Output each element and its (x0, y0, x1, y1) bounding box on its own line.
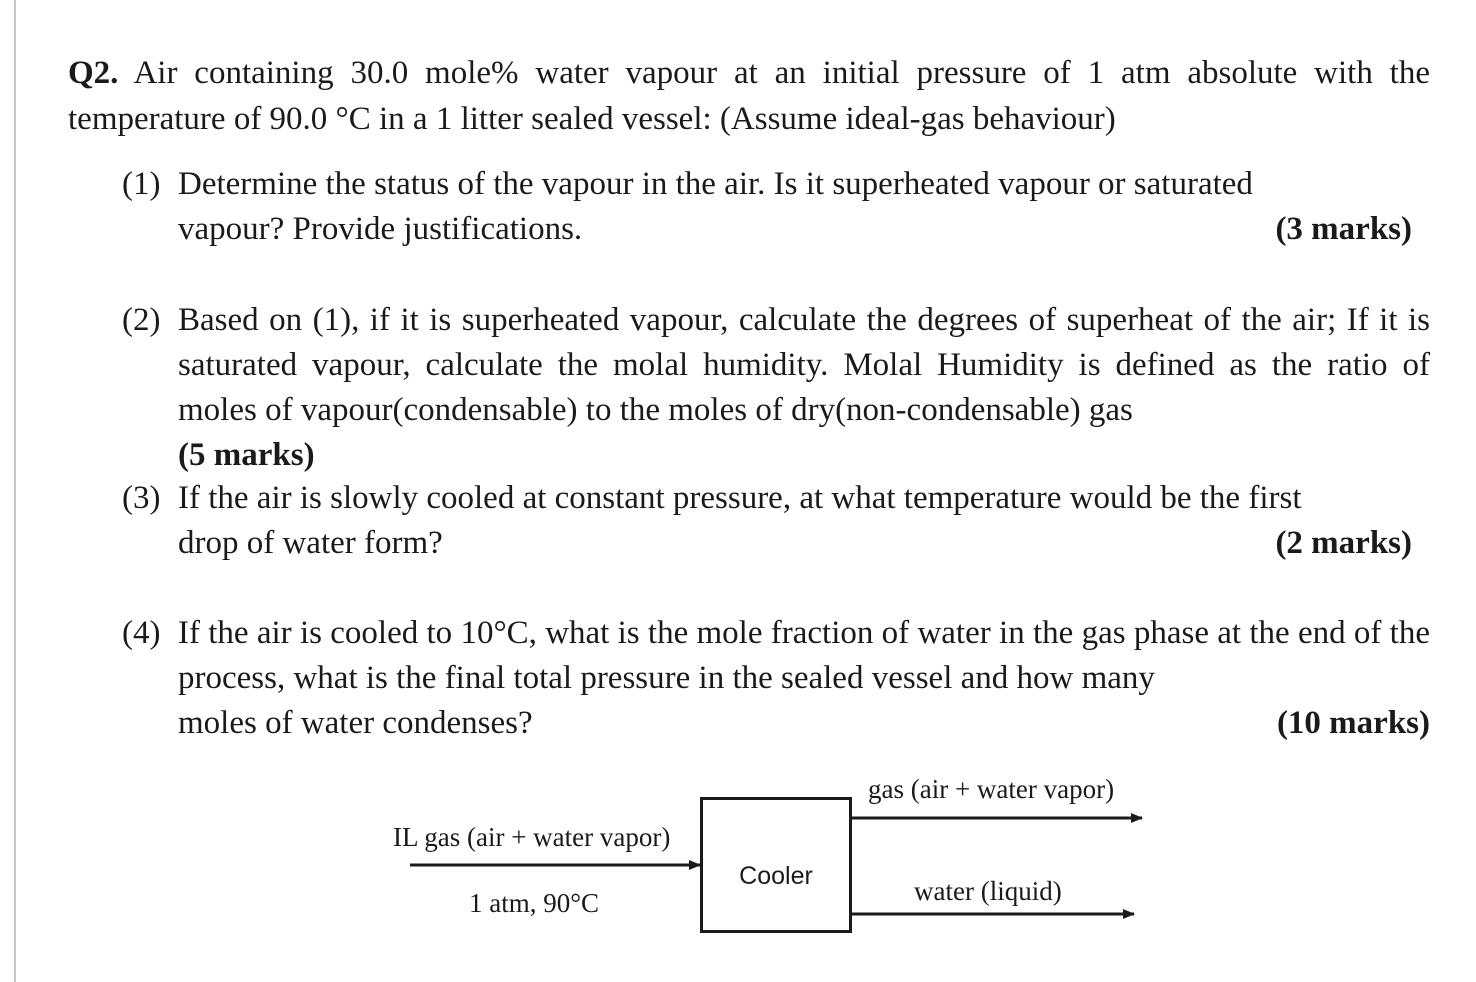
cooler-unit (700, 797, 852, 933)
part-3 (122, 476, 1430, 566)
part-2 (122, 298, 1430, 478)
part-3-text-line2: drop of water form? (178, 525, 443, 561)
part-4-marks: (10 marks) (1276, 705, 1430, 741)
part-1-text-line2: vapour? Provide justifications. (178, 211, 583, 247)
part-3-marks: (2 marks) (1275, 525, 1412, 561)
part-4-number: (4) (122, 615, 161, 651)
part-1-text-line1: Determine the status of the vapour in the air. Is it superheated vapour or saturated (178, 166, 1253, 202)
part-4-text-line2: moles of water condenses? (178, 705, 533, 741)
outlet-gas-label: gas (air + water vapor) (868, 774, 1115, 804)
part-3-number: (3) (122, 480, 161, 516)
question-statement (68, 50, 1430, 142)
part-3-text-line1: If the air is slowly cooled at constant pressure, at what temperature would be the first (178, 480, 1302, 516)
cooler-label: Cooler (739, 862, 813, 890)
part-1-marks: (3 marks) (1275, 211, 1412, 247)
part-1 (122, 162, 1430, 252)
question-number: Q2. (68, 55, 119, 91)
outlet-liquid-label: water (liquid) (914, 876, 1062, 906)
part-2-number: (2) (122, 302, 161, 338)
part-4-text-line1: If the air is cooled to 10°C, what is the mole fraction of water in the gas phase at the end of the process, what is the final total pressure in the sealed vessel and how many (178, 615, 1430, 696)
part-4 (122, 611, 1430, 746)
inlet-conditions-label: 1 atm, 90°C (469, 888, 600, 918)
inlet-stream-label: IL gas (air + water vapor) (393, 822, 671, 852)
question-text: Air containing 30.0 mole% water vapour at an initial pressure of 1 atm absolute with the temperature of 90.0 °C in a 1 litter sealed vessel: (Assume ideal-gas behaviour) (68, 55, 1430, 137)
part-2-marks: (5 marks) (178, 437, 315, 473)
page-left-border (14, 0, 16, 982)
part-2-text: Based on (1), if it is superheated vapour, calculate the degrees of superheat of the air; If it is saturated vapour, calculate the molal humidity. Molal Humidity is defined as the ratio of moles of vapour(condensable) to the moles of dry(non-condensable) gas (178, 302, 1430, 428)
part-1-number: (1) (122, 166, 161, 202)
